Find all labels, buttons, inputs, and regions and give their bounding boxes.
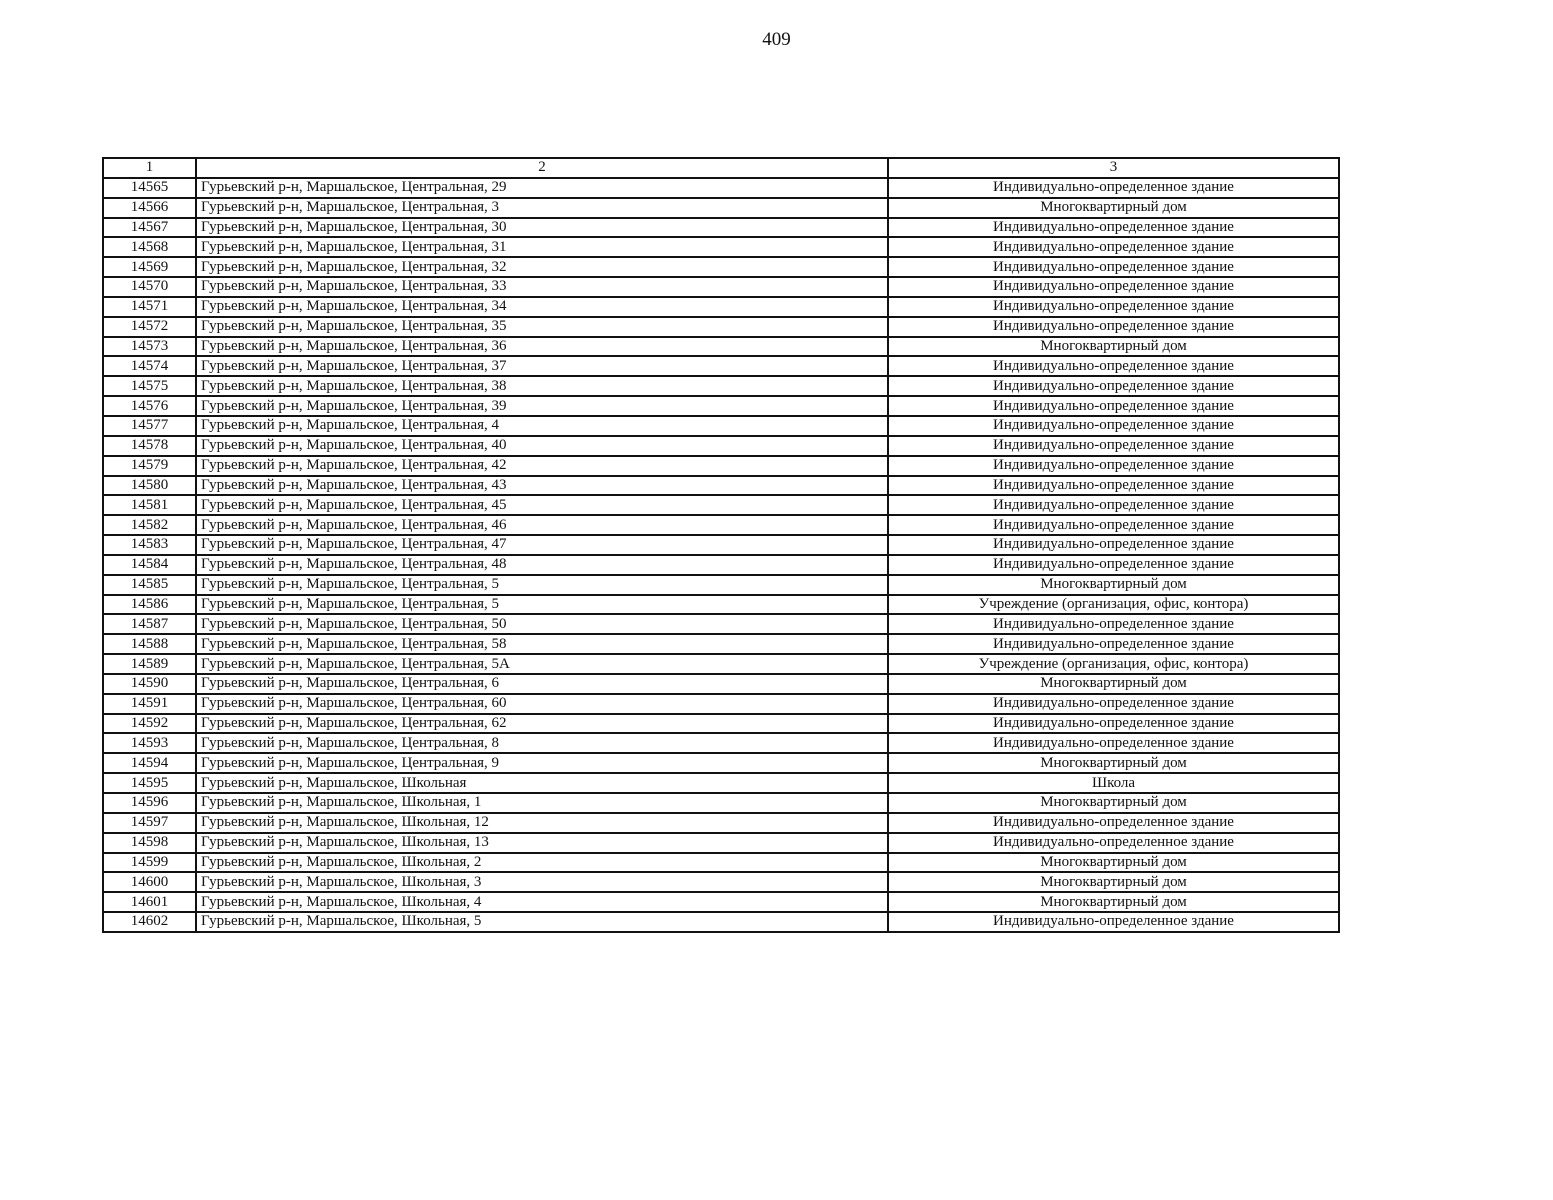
table-row	[103, 694, 1339, 714]
row-number-cell: 14566	[103, 198, 196, 218]
table-row	[103, 535, 1339, 555]
address-cell: Гурьевский р-н, Маршальское, Центральная, 62	[196, 714, 888, 734]
table-row	[103, 575, 1339, 595]
address-cell: Гурьевский р-н, Маршальское, Центральная, 39	[196, 396, 888, 416]
table-row	[103, 872, 1339, 892]
address-cell: Гурьевский р-н, Маршальское, Школьная	[196, 773, 888, 793]
row-number-cell: 14576	[103, 396, 196, 416]
row-number-cell: 14579	[103, 456, 196, 476]
building-type-cell: Индивидуально-определенное здание	[888, 436, 1339, 456]
table-row	[103, 237, 1339, 257]
row-number-cell: 14590	[103, 674, 196, 694]
row-number-cell: 14565	[103, 178, 196, 198]
table-row	[103, 555, 1339, 575]
address-cell: Гурьевский р-н, Маршальское, Центральная, 47	[196, 535, 888, 555]
building-type-cell: Индивидуально-определенное здание	[888, 614, 1339, 634]
row-number-cell: 14599	[103, 853, 196, 873]
address-cell: Гурьевский р-н, Маршальское, Центральная, 9	[196, 753, 888, 773]
address-cell: Гурьевский р-н, Маршальское, Центральная, 45	[196, 495, 888, 515]
table-row	[103, 733, 1339, 753]
address-cell: Гурьевский р-н, Маршальское, Центральная, 42	[196, 456, 888, 476]
building-type-cell: Многоквартирный дом	[888, 575, 1339, 595]
building-type-cell: Индивидуально-определенное здание	[888, 912, 1339, 932]
table-row	[103, 317, 1339, 337]
row-number-cell: 14589	[103, 654, 196, 674]
table-row	[103, 436, 1339, 456]
building-type-cell: Индивидуально-определенное здание	[888, 515, 1339, 535]
building-type-cell: Многоквартирный дом	[888, 198, 1339, 218]
building-type-cell: Индивидуально-определенное здание	[888, 495, 1339, 515]
table-row	[103, 813, 1339, 833]
row-number-cell: 14601	[103, 892, 196, 912]
address-cell: Гурьевский р-н, Маршальское, Школьная, 13	[196, 833, 888, 853]
building-type-cell: Индивидуально-определенное здание	[888, 416, 1339, 436]
row-number-cell: 14583	[103, 535, 196, 555]
address-cell: Гурьевский р-н, Маршальское, Центральная, 36	[196, 337, 888, 357]
table-row	[103, 515, 1339, 535]
building-type-cell: Индивидуально-определенное здание	[888, 356, 1339, 376]
address-cell: Гурьевский р-н, Маршальское, Центральная, 48	[196, 555, 888, 575]
address-cell: Гурьевский р-н, Маршальское, Центральная, 5	[196, 575, 888, 595]
table-row	[103, 416, 1339, 436]
table-row	[103, 634, 1339, 654]
address-cell: Гурьевский р-н, Маршальское, Центральная, 46	[196, 515, 888, 535]
table-row	[103, 853, 1339, 873]
building-type-cell: Многоквартирный дом	[888, 337, 1339, 357]
table-row	[103, 277, 1339, 297]
table-row	[103, 257, 1339, 277]
building-type-cell: Индивидуально-определенное здание	[888, 237, 1339, 257]
row-number-cell: 14594	[103, 753, 196, 773]
table-row	[103, 476, 1339, 496]
row-number-cell: 14598	[103, 833, 196, 853]
table-row	[103, 892, 1339, 912]
header-cell-2: 2	[196, 158, 888, 178]
address-cell: Гурьевский р-н, Маршальское, Центральная, 29	[196, 178, 888, 198]
address-cell: Гурьевский р-н, Маршальское, Центральная, 60	[196, 694, 888, 714]
address-cell: Гурьевский р-н, Маршальское, Школьная, 3	[196, 872, 888, 892]
header-cell-1: 1	[103, 158, 196, 178]
address-cell: Гурьевский р-н, Маршальское, Центральная, 50	[196, 614, 888, 634]
row-number-cell: 14593	[103, 733, 196, 753]
address-cell: Гурьевский р-н, Маршальское, Центральная, 3	[196, 198, 888, 218]
property-table	[102, 157, 1340, 933]
row-number-cell: 14596	[103, 793, 196, 813]
row-number-cell: 14600	[103, 872, 196, 892]
table-row	[103, 614, 1339, 634]
row-number-cell: 14592	[103, 714, 196, 734]
table-row	[103, 674, 1339, 694]
row-number-cell: 14585	[103, 575, 196, 595]
row-number-cell: 14584	[103, 555, 196, 575]
building-type-cell: Индивидуально-определенное здание	[888, 555, 1339, 575]
row-number-cell: 14571	[103, 297, 196, 317]
row-number-cell: 14572	[103, 317, 196, 337]
building-type-cell: Индивидуально-определенное здание	[888, 297, 1339, 317]
building-type-cell: Индивидуально-определенное здание	[888, 277, 1339, 297]
address-cell: Гурьевский р-н, Маршальское, Центральная, 58	[196, 634, 888, 654]
row-number-cell: 14591	[103, 694, 196, 714]
row-number-cell: 14567	[103, 218, 196, 238]
building-type-cell: Многоквартирный дом	[888, 872, 1339, 892]
address-cell: Гурьевский р-н, Маршальское, Центральная, 8	[196, 733, 888, 753]
row-number-cell: 14569	[103, 257, 196, 277]
table-row	[103, 793, 1339, 813]
row-number-cell: 14597	[103, 813, 196, 833]
building-type-cell: Индивидуально-определенное здание	[888, 634, 1339, 654]
building-type-cell: Индивидуально-определенное здание	[888, 218, 1339, 238]
address-cell: Гурьевский р-н, Маршальское, Школьная, 2	[196, 853, 888, 873]
address-cell: Гурьевский р-н, Маршальское, Центральная, 6	[196, 674, 888, 694]
row-number-cell: 14568	[103, 237, 196, 257]
row-number-cell: 14574	[103, 356, 196, 376]
table-row	[103, 595, 1339, 615]
building-type-cell: Индивидуально-определенное здание	[888, 813, 1339, 833]
table-row	[103, 198, 1339, 218]
building-type-cell: Индивидуально-определенное здание	[888, 257, 1339, 277]
building-type-cell: Индивидуально-определенное здание	[888, 317, 1339, 337]
building-type-cell: Многоквартирный дом	[888, 892, 1339, 912]
address-cell: Гурьевский р-н, Маршальское, Центральная, 40	[196, 436, 888, 456]
building-type-cell: Многоквартирный дом	[888, 753, 1339, 773]
building-type-cell: Школа	[888, 773, 1339, 793]
table-row	[103, 396, 1339, 416]
building-type-cell: Индивидуально-определенное здание	[888, 694, 1339, 714]
row-number-cell: 14577	[103, 416, 196, 436]
building-type-cell: Учреждение (организация, офис, контора)	[888, 654, 1339, 674]
building-type-cell: Индивидуально-определенное здание	[888, 376, 1339, 396]
address-cell: Гурьевский р-н, Маршальское, Центральная, 34	[196, 297, 888, 317]
table-row	[103, 456, 1339, 476]
table-row	[103, 218, 1339, 238]
building-type-cell: Индивидуально-определенное здание	[888, 535, 1339, 555]
address-cell: Гурьевский р-н, Маршальское, Школьная, 5	[196, 912, 888, 932]
building-type-cell: Многоквартирный дом	[888, 793, 1339, 813]
address-cell: Гурьевский р-н, Маршальское, Центральная, 35	[196, 317, 888, 337]
building-type-cell: Индивидуально-определенное здание	[888, 714, 1339, 734]
address-cell: Гурьевский р-н, Маршальское, Школьная, 1	[196, 793, 888, 813]
table-row	[103, 654, 1339, 674]
building-type-cell: Индивидуально-определенное здание	[888, 476, 1339, 496]
address-cell: Гурьевский р-н, Маршальское, Центральная, 43	[196, 476, 888, 496]
table-row	[103, 376, 1339, 396]
table-row	[103, 356, 1339, 376]
building-type-cell: Индивидуально-определенное здание	[888, 456, 1339, 476]
row-number-cell: 14595	[103, 773, 196, 793]
table-row	[103, 912, 1339, 932]
building-type-cell: Учреждение (организация, офис, контора)	[888, 595, 1339, 615]
header-cell-3: 3	[888, 158, 1339, 178]
building-type-cell: Индивидуально-определенное здание	[888, 733, 1339, 753]
building-type-cell: Индивидуально-определенное здание	[888, 396, 1339, 416]
row-number-cell: 14578	[103, 436, 196, 456]
row-number-cell: 14587	[103, 614, 196, 634]
row-number-cell: 14582	[103, 515, 196, 535]
row-number-cell: 14581	[103, 495, 196, 515]
table-row	[103, 753, 1339, 773]
table-row	[103, 714, 1339, 734]
address-cell: Гурьевский р-н, Маршальское, Центральная, 4	[196, 416, 888, 436]
building-type-cell: Многоквартирный дом	[888, 674, 1339, 694]
table-row	[103, 495, 1339, 515]
row-number-cell: 14602	[103, 912, 196, 932]
address-cell: Гурьевский р-н, Маршальское, Школьная, 12	[196, 813, 888, 833]
row-number-cell: 14586	[103, 595, 196, 615]
building-type-cell: Индивидуально-определенное здание	[888, 178, 1339, 198]
address-cell: Гурьевский р-н, Маршальское, Центральная, 5А	[196, 654, 888, 674]
table-body	[103, 158, 1339, 932]
table-row	[103, 773, 1339, 793]
page-number: 409	[762, 29, 791, 50]
address-cell: Гурьевский р-н, Маршальское, Центральная, 30	[196, 218, 888, 238]
address-cell: Гурьевский р-н, Маршальское, Школьная, 4	[196, 892, 888, 912]
address-cell: Гурьевский р-н, Маршальское, Центральная, 38	[196, 376, 888, 396]
table-header-row	[103, 158, 1339, 178]
table-row	[103, 297, 1339, 317]
address-cell: Гурьевский р-н, Маршальское, Центральная, 33	[196, 277, 888, 297]
table-row	[103, 337, 1339, 357]
row-number-cell: 14580	[103, 476, 196, 496]
address-cell: Гурьевский р-н, Маршальское, Центральная, 31	[196, 237, 888, 257]
address-cell: Гурьевский р-н, Маршальское, Центральная, 37	[196, 356, 888, 376]
row-number-cell: 14573	[103, 337, 196, 357]
address-cell: Гурьевский р-н, Маршальское, Центральная, 5	[196, 595, 888, 615]
table-row	[103, 833, 1339, 853]
building-type-cell: Индивидуально-определенное здание	[888, 833, 1339, 853]
address-cell: Гурьевский р-н, Маршальское, Центральная, 32	[196, 257, 888, 277]
row-number-cell: 14588	[103, 634, 196, 654]
row-number-cell: 14570	[103, 277, 196, 297]
building-type-cell: Многоквартирный дом	[888, 853, 1339, 873]
row-number-cell: 14575	[103, 376, 196, 396]
table-row	[103, 178, 1339, 198]
